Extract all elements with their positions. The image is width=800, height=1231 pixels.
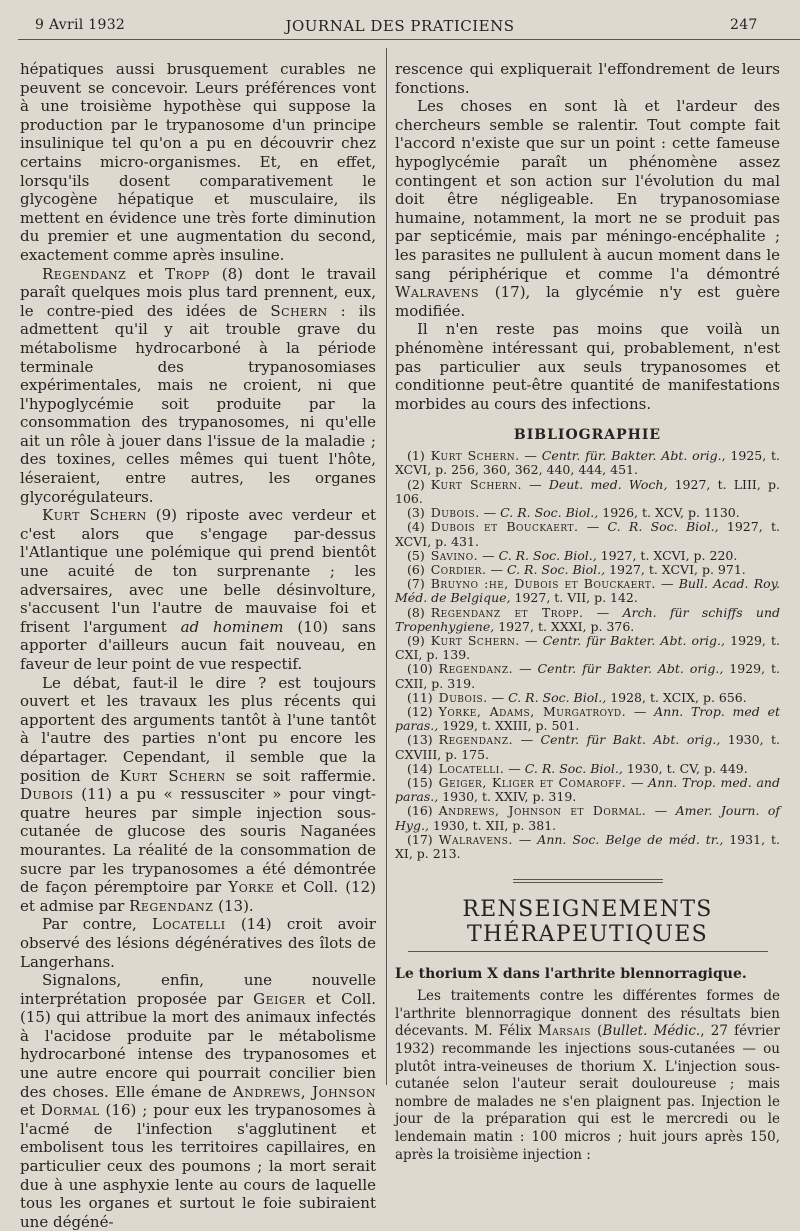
paragraph: Kurt Schern (9) riposte avec verdeur et c'est alors que s'engage par-dessus l'Atlantique une polémique qui prend bientôt une acuité de ton surprenante ; les adversaires, avec une belle désinvolture, s'accusent l'un l'autre de mauvaise foi et frisent l'argument ad hominem (10) sans apporter d'ailleurs aucun fait nouveau, en faveur de leur point de vue respectif.	[20, 506, 376, 673]
paragraph: hépatiques aussi brusquement curables ne peuvent se concevoir. Leurs préférences vont à une troisième hypothèse qui suppose la production par le trypanosome d'un principe insulinique tel qu'on a pu en découvrir chez certains micro-organismes. Et, en effet, lorsqu'ils dosent comparativement le glycogène hépatique et musculaire, ils mettent en évidence une très forte diminution du premier et une augmentation du second, exactement comme après insuline.	[20, 60, 376, 264]
bibliography-entry: (12) Yorke, Adams, Murgatroyd. — Ann. Trop. med et paras., 1929, t. XXIII, p. 501.	[395, 703, 780, 734]
section-title-rule	[408, 951, 768, 952]
header-journal-title: JOURNAL DES PRATICIENS	[285, 17, 515, 35]
column-divider	[386, 48, 387, 1085]
bibliography-entry: (4) Dubois et Bouckaert. — C. R. Soc. Biol., 1927, t. XCVI, p. 431.	[395, 519, 780, 549]
right-column	[395, 60, 780, 1164]
paragraph: Il n'en reste pas moins que voilà un phénomène intéressant qui, probablement, n'est pas particulier aux seuls trypanosomes et conditionne peut-être quantité de manifestations morbides au cours des infections.	[395, 320, 780, 413]
bibliography-entry: (7) Bruyno :he, Dubois et Bouckaert. — Bull. Acad. Roy. Méd. de Belgique, 1927, t. VII, p. 142.	[395, 576, 781, 606]
bibliography-entry: (3) Dubois. — C. R. Soc. Biol., 1926, t. XCV, p. 1130.	[407, 505, 740, 521]
bibliography-entry: (2) Kurt Schern. — Deut. med. Woch, 1927, t. LIII, p. 106.	[395, 476, 780, 506]
bibliography-entry: (6) Cordier. — C. R. Soc. Biol., 1927, t. XCVI, p. 971.	[407, 561, 746, 577]
bibliography-entry: (8) Regendanz et Tropp. — Arch. für schiffs und Tropenhygiene, 1927, t. XXXI, p. 376.	[395, 604, 781, 634]
left-column	[20, 60, 376, 1231]
header-page-number: 247	[730, 17, 758, 33]
bibliography-entry: (13) Regendanz. — Centr. für Bakt. Abt. orig., 1930, t. CXVIII, p. 175.	[395, 732, 781, 762]
header-date: 9 Avril 1932	[35, 17, 126, 33]
paragraph: rescence qui expliquerait l'effondrement de leurs fonctions.	[395, 60, 780, 97]
paragraph: Les choses en sont là et l'ardeur des chercheurs semble se ralentir. Tout compte fait l'accord n'existe que sur un point : cette fameuse hypoglycémie paraît un phénomène assez contingent et son action sur l'évolution du mal doit être négligeable. En trypanosomiase humaine, notamment, la mort ne se produit pas par septicémie, mais par méningo-encéphalite ; les parasites ne pullulent à aucun moment dans le sang périphérique et comme l'a démontré Walravens (17), la glycémie n'y est guère modifiée.	[395, 97, 780, 320]
header-rule	[18, 39, 800, 40]
paragraph: Signalons, enfin, une nouvelle interprétation proposée par Geiger et Coll. (15) qui attribue la mort des animaux infectés à l'acidose produite par le métabolisme hydrocarboné intense des trypanosomes et une autre encore qui pourrait concilier bien des choses. Elle émane de Andrews, Johnson et Dormal (16) ; pour eux les trypanosomes à l'acmé de l'infection s'agglutinent et embolisent tous les territoires capillaires, en particulier ceux des poumons ; la mort serait due à une asphyxie lente au cours de laquelle tous les organes et surtout le foie subiraient une dégéné-	[20, 971, 377, 1231]
article-subheading: Le thorium X dans l'arthrite blennorragique.	[395, 966, 747, 983]
bibliography-entry: (11) Dubois. — C. R. Soc. Biol., 1928, t. XCIX, p. 656.	[407, 689, 747, 705]
paragraph: Le débat, faut-il le dire ? est toujours ouvert et les travaux les plus récents qui apportent des arguments tantôt à l'une tantôt à l'autre des parties n'ont pu encore les départager. Cependant, il semble que la position de Kurt Schern se soit raffermie. Dubois (11) a pu « ressusciter » pour vingt-quatre heures par simple injection sous-cutanée de glucose des souris Naganées mourantes. La réalité de la consommation de sucre par les trypanosomes a été démontrée de façon péremptoire par Yorke et Coll. (12) et admise par Regendanz (13).	[20, 673, 377, 915]
bibliography-entry: (9) Kurt Schern. — Centr. für Bakter. Abt. orig., 1929, t. CXI, p. 139.	[395, 632, 781, 663]
bibliography-entry: (17) Walravens. — Ann. Soc. Belge de méd. tr., 1931, t. XI, p. 213.	[395, 831, 780, 861]
section-title: RENSEIGNEMENTS THÉRAPEUTIQUES	[462, 897, 713, 948]
bibliography-entry: (5) Savino. — C. R. Soc. Biol., 1927, t. XCVI, p. 220.	[407, 547, 738, 563]
paragraph: Les traitements contre les différentes formes de l'arthrite blennorragique donnent des résultats bien décevants. M. Félix Marsais (Bullet. Médic., 27 février 1932) recommande les injections sous-cutanées — ou plutôt intra-veineuses de thorium X. L'injection sous-cutanée selon l'auteur serait douloureuse ; mais nombre de malades ne s'en plaignent pas. Injection le jour de la préparation qui est le mercredi ou le lendemain matin : 100 micros ; huit jours après 150, après la troisième injection :	[395, 988, 781, 1163]
paragraph: Regendanz et Tropp (8) dont le travail paraît quelques mois plus tard prennent, eux, le contre-pied des idées de Schern : ils admettent qu'il y ait trouble grave du métabolisme hydrocarboné à la période terminale des trypanosomiases expérimentales, mais ne croient, ni que l'hypoglycémie soit produite par la consommation des trypanosomes, ni qu'elle ait un rôle à jouer dans l'issue de la maladie ; des toxines, celles mêmes qui tuent l'hôte, léseraient, entre autres, les organes glycorégulateurs.	[20, 264, 376, 506]
bibliography-entry: (15) Geiger, Kliger et Comaroff. — Ann. Trop. med. and paras., 1930, t. XXIV, p. 319.	[395, 774, 780, 805]
bibliography-entry: (1) Kurt Schern. — Centr. für. Bakter. Abt. orig., 1925, t. XCVI, p. 256, 360, 362, 440, 444, 451.	[395, 448, 781, 478]
bibliography-entry: (14) Locatelli. — C. R. Soc. Biol., 1930, t. CV, p. 449.	[407, 760, 748, 776]
paragraph: Par contre, Locatelli (14) croit avoir observé des lésions dégénératives des îlots de Langerhans.	[20, 915, 376, 971]
bibliography-heading: BIBLIOGRAPHIE	[513, 427, 662, 444]
bibliography-list	[395, 449, 780, 861]
bibliography-entry: (16) Andrews, Johnson et Dormal. — Amer. Journ. of Hyg., 1930, t. XII, p. 381.	[395, 803, 780, 833]
section-rule	[513, 879, 663, 883]
bibliography-entry: (10) Regendanz. — Centr. für Bakter. Abt. orig., 1929, t. CXII, p. 319.	[395, 661, 781, 691]
